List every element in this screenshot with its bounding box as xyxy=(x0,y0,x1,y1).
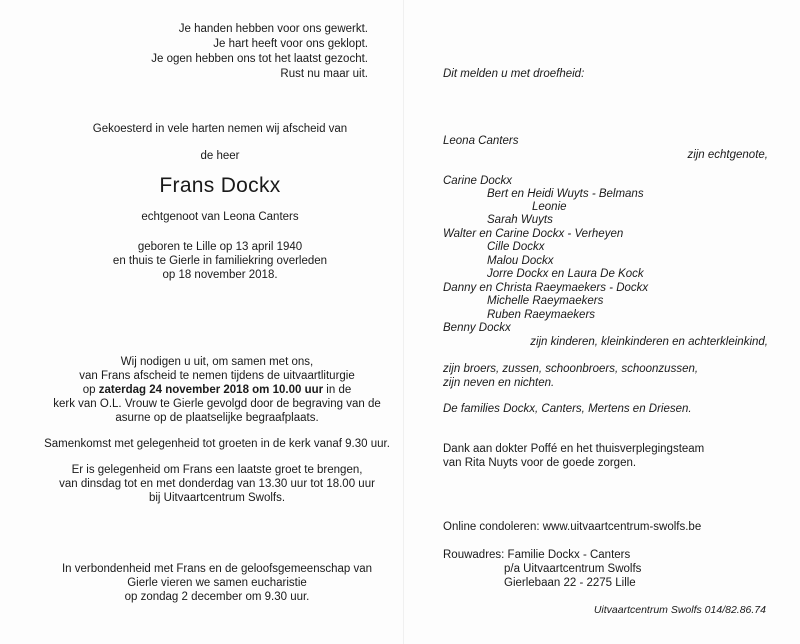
bio-line-1: geboren te Lille op 13 april 1940 xyxy=(137,241,303,253)
announce-text: Dit melden u met droefheid: xyxy=(443,68,585,80)
family-member: Walter en Carine Dockx - Verheyen xyxy=(443,228,624,240)
poem-line-2: Je hart heeft voor ons geklopt. xyxy=(213,38,368,50)
deceased-name: Frans Dockx xyxy=(159,174,281,197)
widow-role: zijn echtgenote, xyxy=(687,149,768,161)
family-member: Danny en Christa Raeymaekers - Dockx xyxy=(443,282,649,294)
address-line-1: Rouwadres: Familie Dockx - Canters xyxy=(443,549,631,561)
bio-line-3: op 18 november 2018. xyxy=(162,269,278,281)
invite-line-3-post: in de xyxy=(323,384,352,396)
invite-line-1: Wij nodigen u uit, om samen met ons, xyxy=(120,356,314,368)
family-member: Cille Dockx xyxy=(487,241,545,253)
bio-line-2: en thuis te Gierle in familiekring overleden xyxy=(112,255,328,267)
family-member: Ruben Raeymaekers xyxy=(487,309,596,321)
visitation-line-2: van dinsdag tot en met donderdag van 13.30 uur tot 18.00 uur xyxy=(59,478,375,490)
families-text: De families Dockx, Canters, Mertens en Driesen. xyxy=(443,403,692,415)
widow-name: Leona Canters xyxy=(443,135,519,147)
thanks-line-1: Dank aan dokter Poffé en het thuisverplegingsteam xyxy=(443,443,705,455)
gathering-text: Samenkomst met gelegenheid tot groeten in de kerk vanaf 9.30 uur. xyxy=(44,438,390,450)
address-line-3: Gierlebaan 22 - 2275 Lille xyxy=(504,577,636,589)
mass-line-2: Gierle vieren we samen eucharistie xyxy=(127,577,307,589)
family-member: Malou Dockx xyxy=(487,255,554,267)
title-text: de heer xyxy=(200,150,240,162)
siblings-line-2: zijn neven en nichten. xyxy=(443,377,555,389)
invite-line-2: van Frans afscheid te nemen tijdens de uitvaartliturgie xyxy=(79,370,355,382)
address-line-2: p/a Uitvaartcentrum Swolfs xyxy=(504,563,642,575)
family-member: Sarah Wuyts xyxy=(487,214,553,226)
online-condolences: Online condoleren: www.uitvaartcentrum-swolfs.be xyxy=(443,521,702,533)
poem-line-1: Je handen hebben voor ons gewerkt. xyxy=(178,23,368,35)
visitation-line-3: bij Uitvaartcentrum Swolfs. xyxy=(148,492,286,504)
poem-line-3: Je ogen hebben ons tot het laatst gezocht. xyxy=(151,53,368,65)
family-member: Michelle Raeymaekers xyxy=(487,295,604,307)
siblings-line-1: zijn broers, zussen, schoonbroers, schoonzussen, xyxy=(443,363,699,375)
visitation-line-1: Er is gelegenheid om Frans een laatste groet te brengen, xyxy=(71,464,363,476)
funeral-datetime: zaterdag 24 november 2018 om 10.00 uur xyxy=(98,384,324,396)
mass-line-3: op zondag 2 december om 9.30 uur. xyxy=(124,591,310,603)
poem-line-4: Rust nu maar uit. xyxy=(280,68,368,80)
funeral-home-footer: Uitvaartcentrum Swolfs 014/82.86.74 xyxy=(593,604,766,616)
fold-line xyxy=(403,0,404,644)
family-member: Carine Dockx xyxy=(443,175,513,187)
family-member: Leonie xyxy=(532,201,567,213)
family-member: Jorre Dockx en Laura De Kock xyxy=(487,268,644,280)
family-member: Benny Dockx xyxy=(443,322,511,334)
spouse-text: echtgenoot van Leona Canters xyxy=(141,211,299,223)
invite-line-3 xyxy=(22,383,412,397)
family-member: Bert en Heidi Wuyts - Belmans xyxy=(487,188,644,200)
children-role: zijn kinderen, kleinkinderen en achterkleinkind, xyxy=(530,336,768,348)
mass-line-1: In verbondenheid met Frans en de geloofsgemeenschap van xyxy=(61,563,373,575)
thanks-line-2: van Rita Nuyts voor de goede zorgen. xyxy=(443,457,637,469)
invite-line-4: kerk van O.L. Vrouw te Gierle gevolgd door de begraving van de xyxy=(53,398,381,410)
intro-text: Gekoesterd in vele harten nemen wij afscheid van xyxy=(92,123,348,135)
invite-line-5: asurne op de plaatselijke begraafplaats. xyxy=(115,412,319,424)
invite-line-3-pre: op xyxy=(82,384,99,396)
